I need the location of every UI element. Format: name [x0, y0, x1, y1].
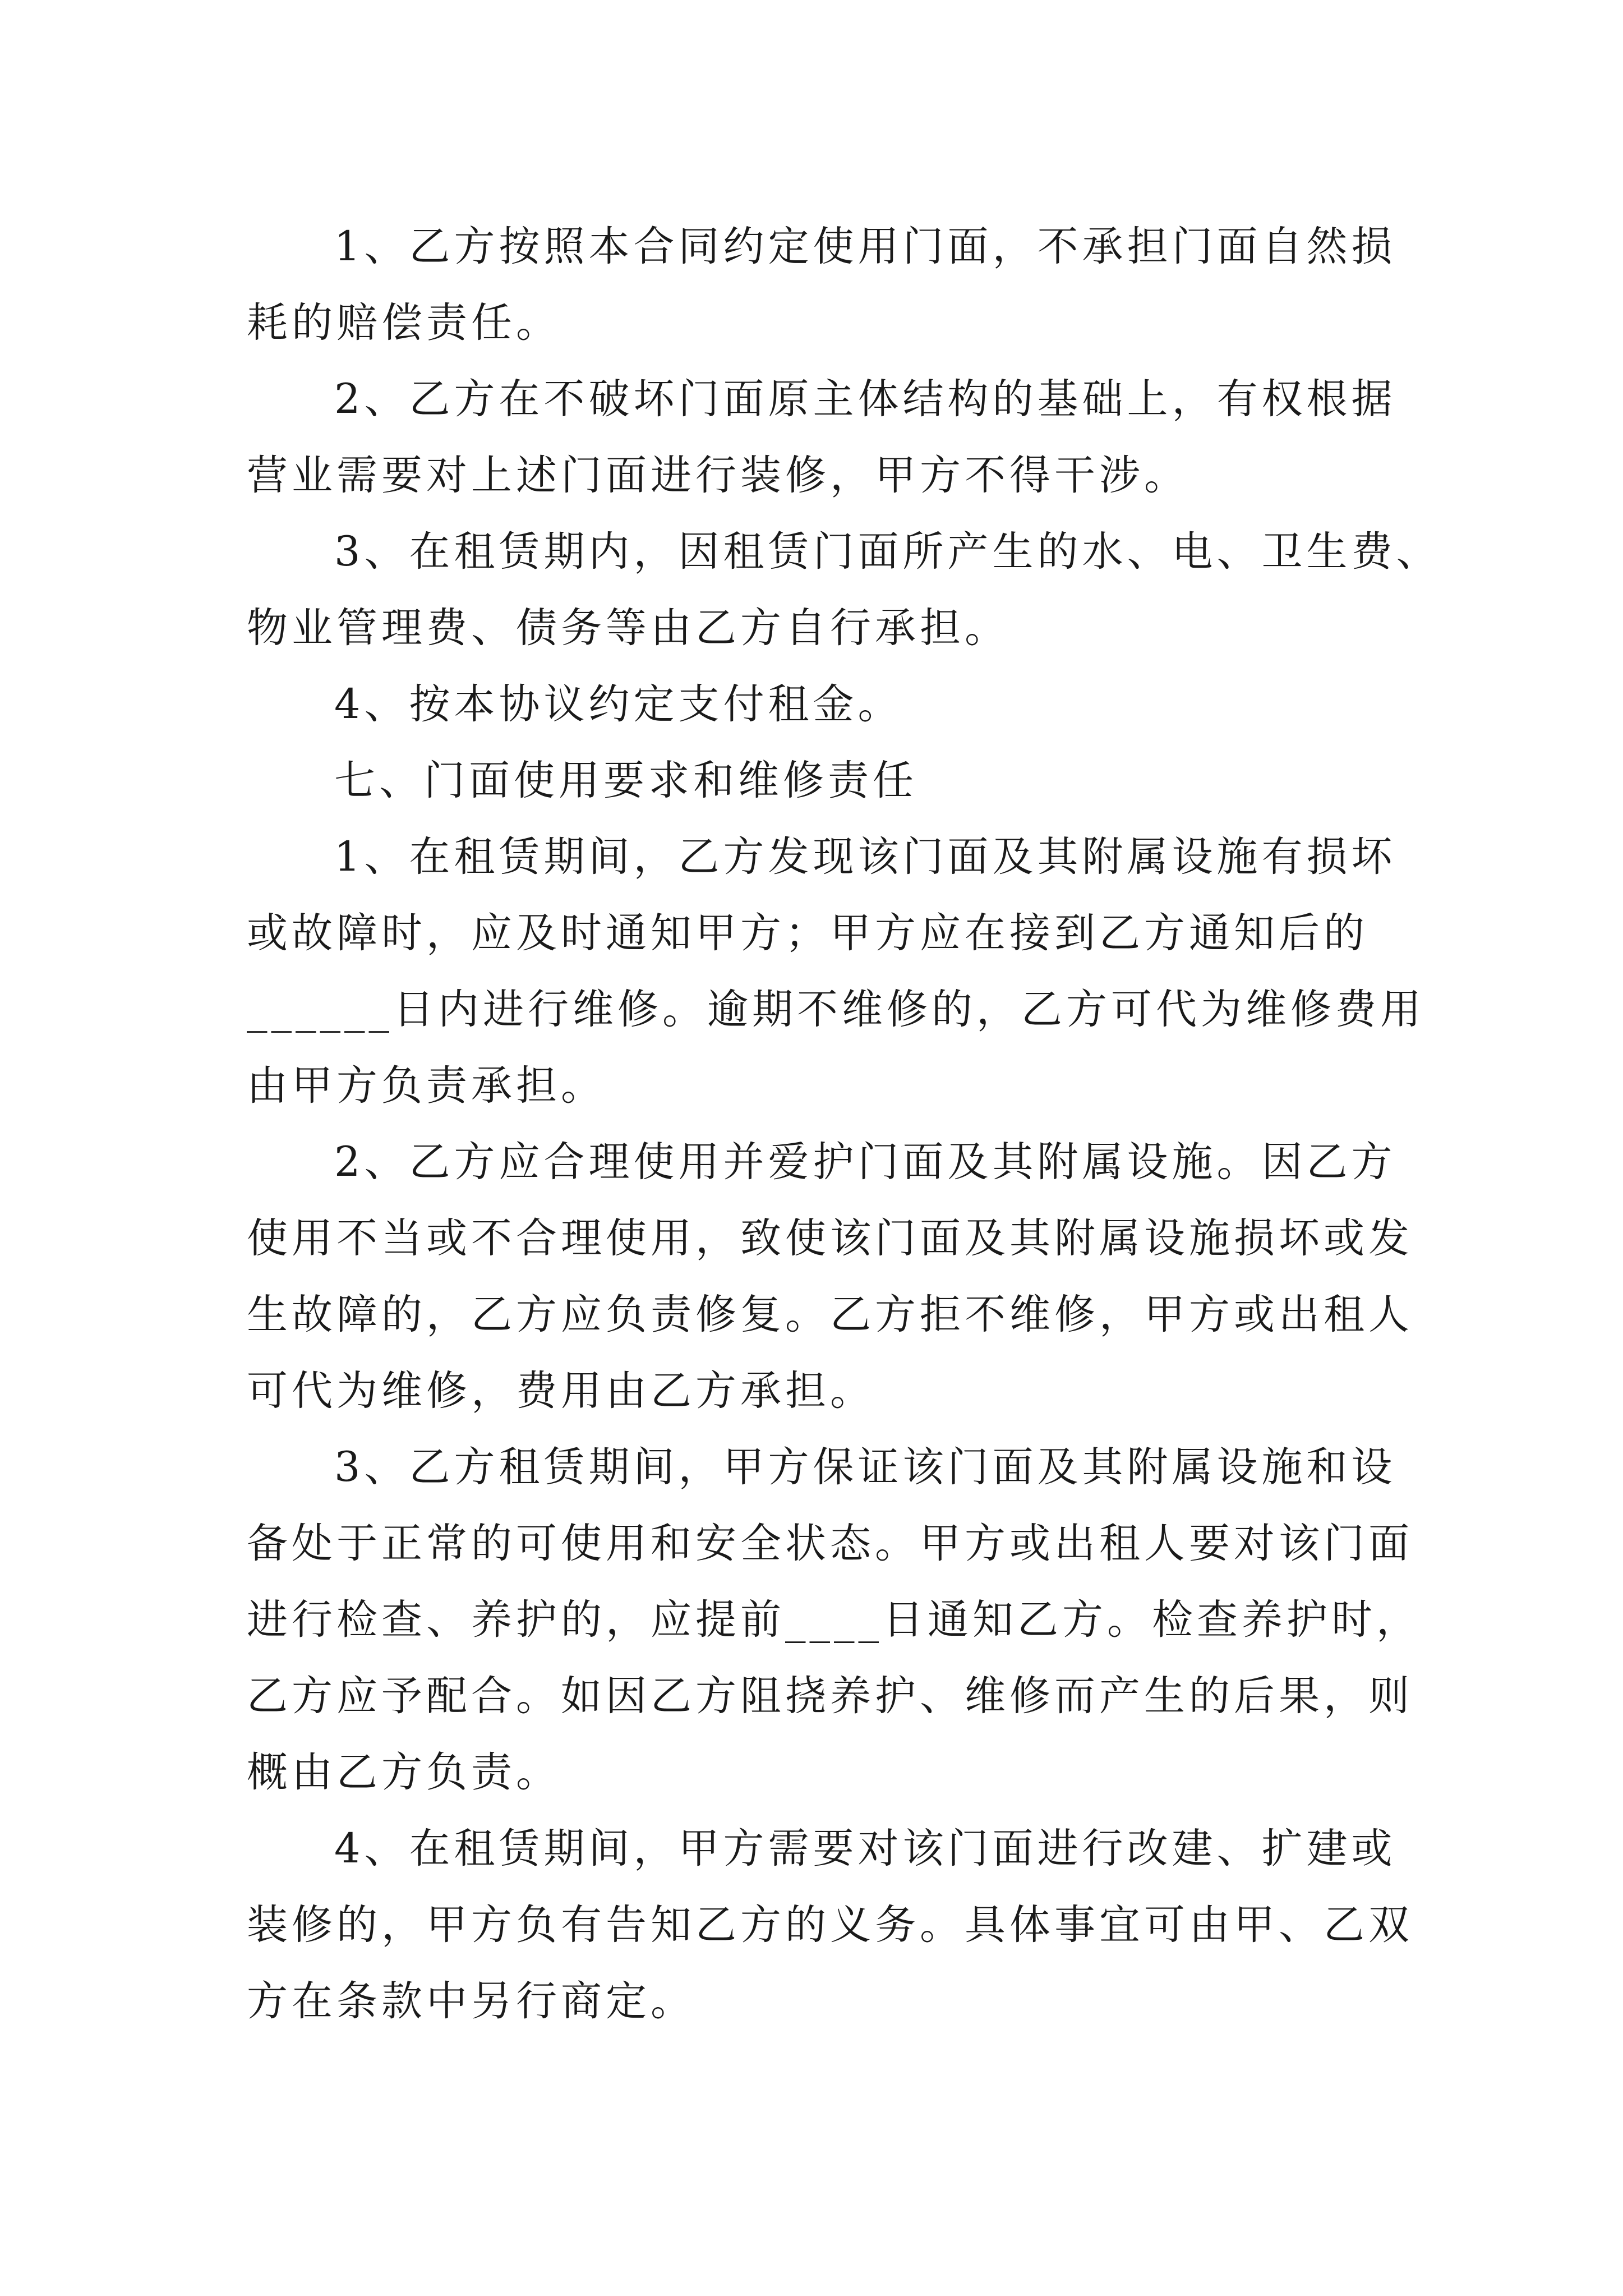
text-line: 物业管理费、债务等由乙方自行承担。 — [247, 604, 1009, 652]
text-line: 3、乙方租赁期间，甲方保证该门面及其附属设施和设 — [334, 1443, 1396, 1491]
text-line: 七、门面使用要求和维修责任 — [334, 757, 917, 804]
text-line: 进行检查、养护的，应提前____日通知乙方。检查养护时， — [247, 1596, 1421, 1644]
text-line: 乙方应予配合。如因乙方阻挠养护、维修而产生的后果，则 — [247, 1672, 1413, 1720]
text-line: 生故障的，乙方应负责修复。乙方拒不维修，甲方或出租人 — [247, 1291, 1413, 1338]
clause-paragraph — [247, 666, 1391, 743]
clause-paragraph — [247, 209, 1396, 361]
document-body — [247, 209, 1441, 2040]
clause-paragraph — [247, 514, 1441, 666]
text-line: 由甲方负责承担。 — [247, 1062, 606, 1110]
text-line: 2、乙方在不破坏门面原主体结构的基础上，有权根据 — [334, 375, 1396, 423]
text-line: 1、在租赁期间，乙方发现该门面及其附属设施有损坏 — [334, 833, 1396, 881]
text-line: ______日内进行维修。逾期不维修的，乙方可代为维修费用 — [247, 986, 1425, 1033]
clause-paragraph — [247, 1124, 1413, 1429]
text-line: 耗的赔偿责任。 — [247, 299, 561, 347]
text-line: 4、在租赁期间，甲方需要对该门面进行改建、扩建或 — [334, 1825, 1396, 1872]
text-line: 方在条款中另行商定。 — [247, 1977, 695, 2025]
clause-paragraph — [247, 1429, 1421, 1811]
text-line: 3、在租赁期内，因租赁门面所产生的水、电、卫生费、 — [334, 528, 1441, 576]
clause-paragraph — [247, 1811, 1413, 2040]
text-line: 4、按本协议约定支付租金。 — [334, 680, 903, 728]
text-line: 可代为维修，费用由乙方承担。 — [247, 1367, 875, 1415]
text-line: 或故障时，应及时通知甲方；甲方应在接到乙方通知后的 — [247, 909, 1368, 957]
text-line: 使用不当或不合理使用，致使该门面及其附属设施损坏或发 — [247, 1214, 1413, 1262]
clause-paragraph — [247, 361, 1396, 514]
text-line: 装修的，甲方负有告知乙方的义务。具体事宜可由甲、乙双 — [247, 1901, 1413, 1949]
text-line: 2、乙方应合理使用并爱护门面及其附属设施。因乙方 — [334, 1138, 1396, 1186]
text-line: 备处于正常的可使用和安全状态。甲方或出租人要对该门面 — [247, 1520, 1413, 1567]
section-heading — [247, 743, 1391, 819]
text-line: 1、乙方按照本合同约定使用门面，不承担门面自然损 — [334, 223, 1396, 270]
text-line: 营业需要对上述门面进行装修，甲方不得干涉。 — [247, 452, 1189, 499]
text-line: 概由乙方负责。 — [247, 1749, 561, 1796]
clause-paragraph — [247, 819, 1425, 1124]
